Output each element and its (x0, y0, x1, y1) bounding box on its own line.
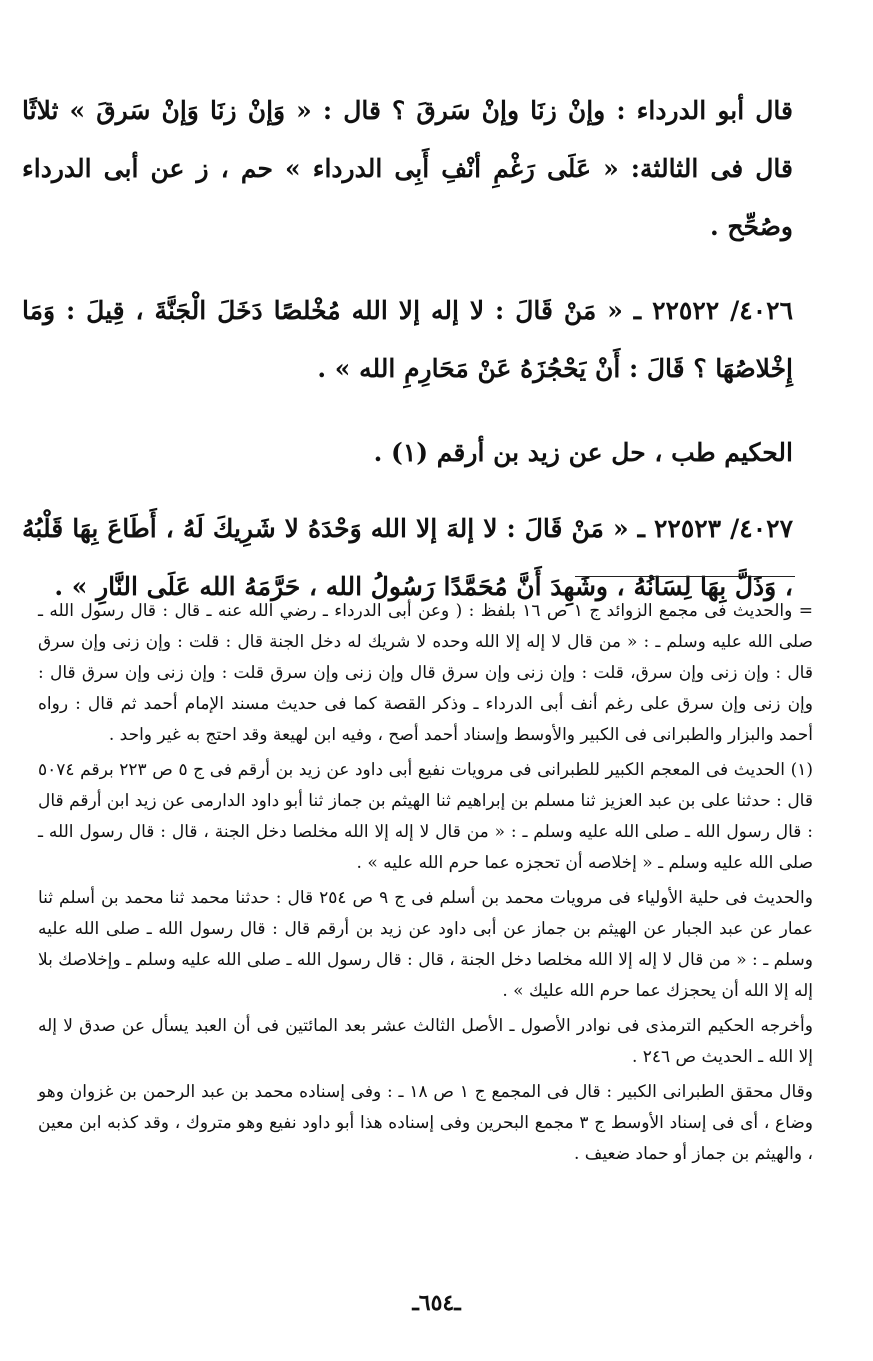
main-paragraph-2: ٤٠٢٦/ ٢٢٥٢٢ ـ « مَنْ قَالَ : لا إله إلا الله مُخْلصًا دَخَلَ الْجَنَّةَ ، قِيلَ : وَمَا إِخْلاصُهَا ؟ قَالَ : أَنْ يَحْجُزَهُ عَنْ مَحَارِمِ الله » . (22, 296, 793, 383)
main-paragraph-4: ٤٠٢٧/ ٢٢٥٢٣ ـ « مَنْ قَالَ : لا إلهَ إلا الله وَحْدَهُ لا شَرِيكَ لَهُ ، أَطَاعَ بِهَا قَلْبُهُ ، وَذَلَّ بِهَا لِسَانُهُ ، وشَهِدَ أَنَّ مُحَمَّدًا رَسُولُ الله ، حَرَّمَهُ الله عَلَى النَّارِ » . (22, 514, 793, 601)
page-number: ـ٦٥٤ـ (412, 1290, 461, 1316)
footnote-divider (575, 576, 795, 577)
footnotes (38, 596, 813, 1174)
footnote-paragraph-4: وأخرجه الحكيم الترمذى فى نوادر الأصول ـ الأصل الثالث عشر بعد المائتين فى أن العبد يسأل عن صدق لا إله إلا الله ـ الحديث ص ٢٤٦ . (38, 1016, 813, 1067)
footnote-paragraph-5: وقال محقق الطبرانى الكبير : قال فى المجمع ج ١ ص ١٨ ـ : وفى إسناده محمد بن عبد الرحمن بن غزوان وهو وضاع ، أى فى إسناد الأوسط ج ٣ مجمع البحرين وفى إسناده هذا أبو داود نفيع وهو متروك ، وقد كذبه ابن معين ، والهيثم بن جماز أو حماد ضعيف . (38, 1082, 813, 1164)
main-paragraph-3: الحكيم طب ، حل عن زيد بن أرقم (١) . (373, 438, 793, 467)
footnote-paragraph-2: (١) الحديث فى المعجم الكبير للطبرانى فى مرويات نفيع أبى داود عن زيد بن أرقم فى ج ٥ ص ٢٢٣ برقم ٥٠٧٤ قال : حدثنا على بن عبد العزيز ثنا مسلم بن إبراهيم ثنا الهيثم بن جماز ثنا أبو داود الدارمى عن زيد ابن أرقم قال : قال رسول الله ـ صلى الله عليه وسلم ـ : « من قال لا إله إلا الله مخلصا دخل الجنة ، قال : قال رسول الله ـ صلى الله عليه وسلم ـ « إخلاصه أن تحجزه عما حرم الله عليه » . (38, 760, 814, 873)
footnote-paragraph-3: والحديث فى حلية الأولياء فى مرويات محمد بن أسلم فى ج ٩ ص ٢٥٤ قال : حدثنا محمد ثنا محمد بن أسلم ثنا عمار عن عبد الجبار عن الهيثم بن جماز عن أبى داود عن زيد بن أرقم قال : قال رسول الله ـ صلى الله عليه وسلم ـ : « من قال لا إله إلا الله مخلصا دخل الجنة ، قال : قال رسول الله ـ صلى الله عليه وسلم ـ وإخلاصك بلا إله إلا الله أن يحجزك عما حرم الله عليك » . (38, 888, 813, 1001)
main-paragraph-1: قال أبو الدرداء : وإنْ زنَا وإنْ سَرقَ ؟ قال : « وَإنْ زنَا وَإنْ سَرقَ » ثلاثًا قال فى الثالثة: « عَلَى رَغْمِ أنْفِ أَبِى الدرداء » حم ، ز عن أبى الدرداء وصُحِّح . (22, 96, 793, 241)
main-text (22, 82, 793, 642)
footnote-paragraph-1: = والحديث فى مجمع الزوائد ج ١ ص ١٦ بلفظ : ( وعن أبى الدرداء ـ رضي الله عنه ـ قال : قال رسول الله ـ صلى الله عليه وسلم ـ : « من قال لا إله إلا الله وحده لا شريك له دخل الجنة قال : قلت : وإن زنى وإن سرق قال : وإن زنى وإن سرق، قلت : وإن زنى وإن سرق قال وإن زنى وإن سرق قلت : وإن زنى وإن سرق قال : وإن زنى وإن سرق على رغم أنف أبى الدرداء ـ وذكر القصة كما فى حديث مسند الإمام أحمد ثم قال : رواه أحمد والبزار والطبرانى فى الكبير والأوسط وإسناد أحمد أصح ، وفيه ابن لهيعة وقد احتج به غير واحد . (38, 601, 813, 745)
